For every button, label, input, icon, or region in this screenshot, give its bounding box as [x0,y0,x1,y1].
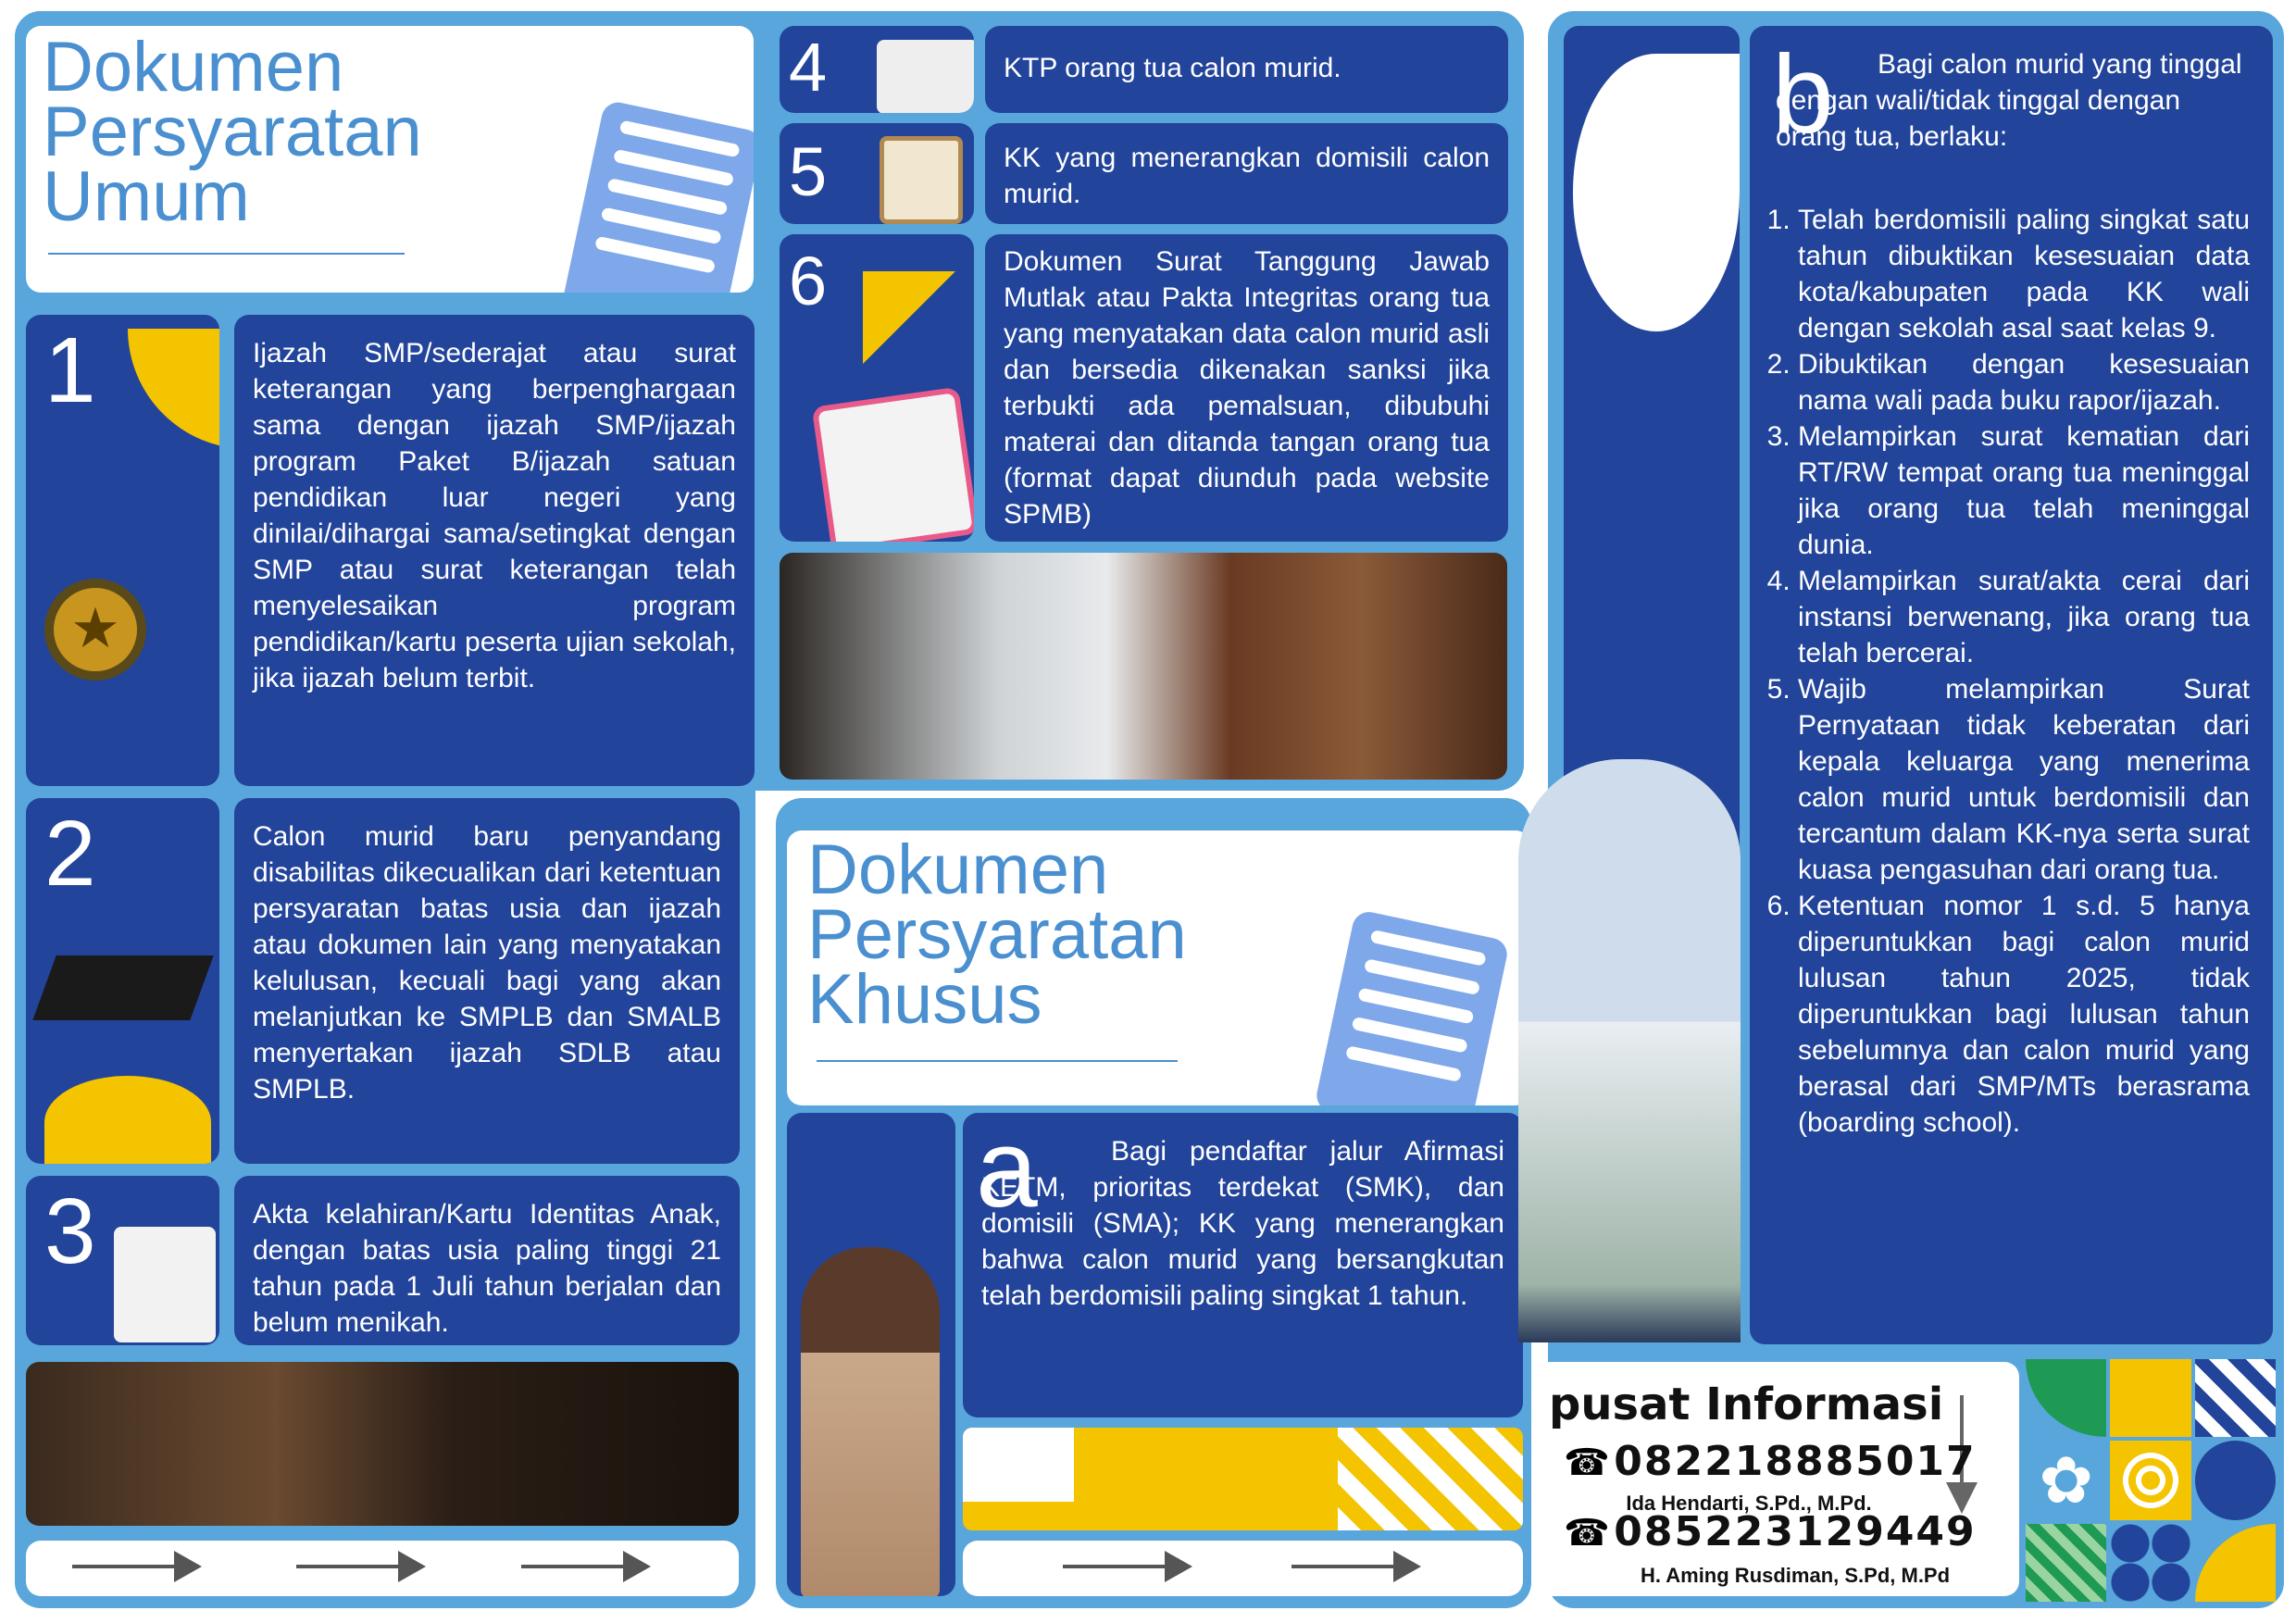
contact-title: pusat Informasi [1549,1379,1944,1430]
card-a-letter: a [976,1106,1038,1230]
flower-tile: ✿ [2026,1441,2106,1520]
item-4-number-card [780,26,974,113]
contact-1 [1564,1438,1977,1485]
white-block [963,1428,1074,1502]
item-3-number-card [26,1176,219,1345]
girl-figure [801,1247,940,1596]
document-icon [1314,909,1510,1105]
title-line: Dokumen [807,830,1109,909]
decorative-pattern-tiles [2026,1359,2276,1602]
item-5-text: KK yang menerangkan domisili calon murid. [985,123,1508,224]
card-a [963,1106,1523,1417]
item-6-text: Dokumen Surat Tanggung Jawab Mutlak atau Pakta Integritas orang tua yang menyatakan data calon murid asli dan bersedia dikenakan sanksi jika terbukti ada pemalsuan, dibubuhi materai dan ditanda tangan orang tua (format dapat diunduh pada website SPMB) [985,234,1508,542]
contact-name: Ida Hendarti, S.Pd., M.Pd. [1626,1492,1872,1515]
list-item: 4. Melampirkan surat/akta cerai dari instansi berwenang, jika orang tua telah bercerai. [1798,563,2250,671]
white-flower-shape [1573,54,1740,331]
title-line: Khusus [807,960,1042,1039]
item-number: 6 [789,243,828,319]
tile [2195,1524,2276,1602]
khusus-title [807,830,1187,1039]
list-item: 2. Dibuktikan dengan kesesuaian nama wali pada buku rapor/ijazah. [1798,346,2250,418]
phone-number[interactable]: 085223129449 [1614,1508,1977,1555]
photo-student-studying [26,1362,739,1526]
contact-2 [1564,1508,1977,1555]
id-card-icon [877,40,974,113]
item-number: 5 [789,133,828,210]
tile [2195,1359,2276,1437]
arrow-bar-left [26,1541,739,1596]
card-b [1750,26,2273,1344]
umum-title-box [26,26,754,293]
telephone-icon: ☎ [1564,1442,1610,1483]
gutter [755,796,778,1611]
phone-number[interactable]: 082218885017 [1614,1438,1977,1485]
item-5-number-card [780,123,974,224]
contact-box [1536,1362,2019,1596]
arrow-right-icon [521,1565,632,1568]
item-4-text: KTP orang tua calon murid. [985,26,1508,113]
item-6-number-card [780,234,974,542]
telephone-icon: ☎ [1564,1513,1610,1554]
tile [2110,1359,2190,1437]
tile [2110,1524,2190,1602]
tile [2195,1441,2276,1520]
arrow-right-icon [1063,1565,1174,1568]
card-b-letter: b [1772,32,1834,156]
tile [2026,1359,2106,1437]
arrow-right-icon [1292,1565,1403,1568]
title-line: Persyaratan [807,895,1187,974]
item-1-number-card [26,315,219,786]
khusus-title-box [787,830,1530,1105]
item-3-text: Akta kelahiran/Kartu Identitas Anak, dengan batas usia paling tinggi 21 tahun pada 1 Juli tahun berjalan dan belum menikah. [234,1176,740,1345]
item-number: 1 [44,318,96,422]
tile [2026,1524,2106,1602]
title-underline [817,1060,1178,1062]
arrow-right-icon [296,1565,407,1568]
title-line: Umum [43,157,250,236]
list-item: 5. Wajib melampirkan Surat Pernyataan tidak keberatan dari kepala keluarga yang menerima calon murid untuk berdomisili dan tercantum dalam KK-nya serta surat kuasa pengasuhan dari orang tua. [1798,671,2250,888]
photo-girl-reading [1518,759,1741,1342]
item-number: 4 [789,29,828,106]
list-item: 3. Melampirkan surat kematian dari RT/RW tempat orang tua meninggal jika orang tua telah meninggal dunia. [1798,418,2250,563]
photo-student-writing [780,553,1507,780]
umum-title [43,28,422,236]
certificate-icon [114,1227,216,1342]
striped-pattern [1338,1428,1523,1530]
card-b-intro: Bagi calon murid yang tinggal dengan wali/tidak tinggal dengan orang tua, berlaku: [1776,49,2242,152]
clipboard-icon [880,136,963,224]
tile [2110,1441,2190,1520]
item-2-text: Calon murid baru penyandang disabilitas dikecualikan dari ketentuan persyaratan batas usia dan ijazah atau dokumen lain yang menyatakan kelulusan, kecuali bagi yang akan melanjutkan ke SMPLB dan SMALB menyertakan ijazah SDLB atau SMPLB. [234,798,740,1164]
document-icon [561,99,754,293]
title-underline [48,253,405,255]
title-line: Dokumen [43,28,344,106]
yellow-pattern-bar [963,1428,1523,1530]
card-b-list [1750,202,2250,1141]
yellow-triangle [863,271,955,364]
list-item: 6. Ketentuan nomor 1 s.d. 5 hanya diperuntukkan bagi calon murid lulusan tahun 2025, tidak diperuntukkan bagi lulusan tahun sebelumnya dan calon murid yang berasal dari SMP/MTs berasrama (boarding school). [1798,888,2250,1141]
item-number: 3 [44,1180,96,1283]
item-number: 2 [44,802,96,905]
contact-name: H. Aming Rusdiman, S.Pd, M.Pd [1640,1564,1951,1587]
item-1-text: Ijazah SMP/sederajat atau surat keterangan yang berpenghargaan sama dengan ijazah SMP/ijazah program Paket B/ijazah satuan pendidikan luar negeri yang dinilai/dihargai sama/setingkat dengan SMP atau surat keterangan telah menyelesaikan program pendidikan/kartu peserta ujian sekolah, jika ijazah belum terbit. [234,315,755,786]
arrow-right-icon [72,1565,183,1568]
list-item: 1. Telah berdomisili paling singkat satu tahun dibuktikan kesesuaian data kota/kabupaten pada KK wali dengan sekolah asal saat kelas 9. [1798,202,2250,346]
graduation-cap-icon [32,955,213,1020]
card-a-text: Bagi pendaftar jalur Afirmasi KETM, prioritas terdekat (SMK), dan domisili (SMA); KK yang menerangkan bahwa calon murid yang bersangkutan telah berdomisili paling singkat 1 tahun. [981,1136,1504,1311]
certificate-medal-icon: ★ [44,579,146,680]
yellow-shape [44,1076,211,1164]
arrow-bar-middle [963,1541,1523,1596]
item-2-number-card [26,798,219,1164]
clipboard-list-icon [812,387,974,542]
title-line: Persyaratan [43,93,422,171]
photo-girl-holding-book [787,1113,955,1596]
